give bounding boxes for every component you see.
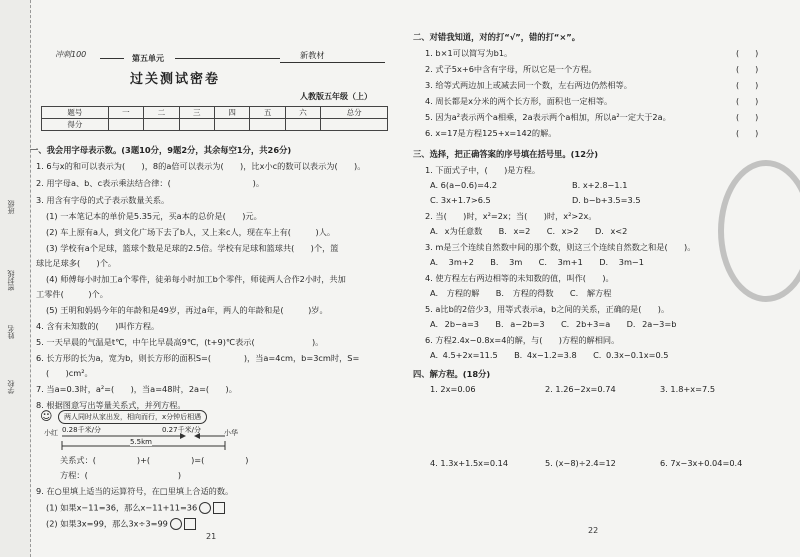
school-label: 学校 [7, 380, 15, 394]
question-9: 9. 在○里填上适当的运算符号，在□里填上合适的数。 [36, 486, 234, 496]
judge-answer-1[interactable]: ( ) [736, 49, 759, 58]
header-rule [280, 62, 385, 63]
choice-1-c: C. 3x+1.7>6.5 [430, 195, 491, 205]
choice-1-d: D. b−b+3.5=3.5 [572, 195, 641, 205]
choice-1: 1. 下面式子中，( )是方程。 [425, 165, 541, 175]
score-cell[interactable] [144, 119, 179, 131]
equation-3: 3. 1.8+x=7.5 [660, 384, 716, 394]
question-3: 3. 用含有字母的式子表示数量关系。 [36, 195, 170, 205]
judge-5: 5. 因为a²表示两个a相乘，2a表示两个a相加，所以a²一定大于2a。 [425, 112, 671, 122]
answer-box[interactable] [213, 502, 225, 514]
left-person-label: 小红 [44, 429, 58, 437]
section-2-title: 二、对错我知道，对的打“√”，错的打“×”。 [413, 32, 581, 42]
choice-4-options: A. 方程的解 B. 方程的得数 C. 解方程 [430, 288, 612, 298]
judge-answer-2[interactable]: ( ) [736, 65, 759, 74]
choice-6-options: A. 4.5+2x=11.5 B. 4x−1.2=3.8 C. 0.3x−0.1x=0.5 [430, 350, 669, 360]
total-distance-label: 5.5km [130, 438, 153, 446]
judge-answer-5[interactable]: ( ) [736, 113, 759, 122]
choice-3-options: A. 3m+2 B. 3m C. 3m+1 D. 3m−1 [430, 257, 644, 267]
question-9-1-text: (1) 如果x−11=36，那么x−11+11=36 [46, 502, 198, 513]
judge-2: 2. 式子5x+6中含有字母，所以它是一个方程。 [425, 64, 597, 74]
section-3-title: 三、选择，把正确答案的序号填在括号里。(12分) [413, 149, 599, 159]
score-table [41, 106, 388, 131]
question-6: 6. 长方形的长为a，宽为b，则长方形的面积S=( )，当a=4cm，b=3cm时，S= [36, 353, 360, 363]
score-head: 二 [144, 107, 179, 119]
score-cell[interactable] [250, 119, 285, 131]
choice-5-options: A. 2b−a=3 B. a−2b=3 C. 2b+3=a D. 2a−3=b [430, 319, 677, 329]
score-row-label: 得分 [42, 119, 109, 131]
edition-label: 新教材 [300, 50, 325, 60]
operator-circle[interactable] [199, 502, 211, 514]
question-9-1 [46, 502, 225, 514]
choice-2: 2. 当( )时，x²=2x；当( )时，x²>2x。 [425, 211, 597, 221]
score-head: 三 [179, 107, 214, 119]
page-number-left: 21 [206, 532, 217, 541]
question-1: 1. 6与x的和可以表示为( )，8的a倍可以表示为( )，比x小c的数可以表示为( )。 [36, 161, 366, 171]
equation-line: 方程：( ) [60, 470, 182, 480]
question-3-1: (1) 一本笔记本的单价是5.35元，买a本的总价是( )元。 [46, 211, 262, 221]
relation-line: 关系式：( )+( )=( ) [60, 455, 249, 465]
question-6-cont: ( )cm²。 [46, 368, 93, 378]
child-icon: ☺ [40, 409, 53, 423]
right-person-label: 小华 [224, 429, 238, 437]
choice-6: 6. 方程2.4x−0.8x=4的解，与( )方程的解相同。 [425, 335, 620, 345]
answer-box[interactable] [184, 518, 196, 530]
page-number-right: 22 [588, 526, 599, 535]
grade-label: 人教版五年级（上） [300, 92, 372, 101]
score-cell[interactable] [321, 119, 388, 131]
question-3-4-cont: 工零件( )个。 [36, 289, 108, 299]
judge-answer-4[interactable]: ( ) [736, 97, 759, 106]
section-1-title: 一、我会用字母表示数。(3题10分，9题2分，其余每空1分，共26分) [30, 145, 292, 155]
question-3-4: (4) 师傅每小时加工a个零件，徒弟每小时加工b个零件，师徒两人合作2小时，共加 [46, 274, 346, 284]
choice-2-options: A. x为任意数 B. x=2 C. x>2 D. x<2 [430, 226, 628, 236]
judge-answer-6[interactable]: ( ) [736, 129, 759, 138]
watermark-stamp [718, 160, 800, 302]
equation-6: 6. 7x−3x+0.04=0.4 [660, 458, 743, 468]
question-9-2 [46, 518, 196, 530]
question-4: 4. 含有未知数的( )叫作方程。 [36, 321, 160, 331]
choice-4: 4. 使方程左右两边相等的未知数的值，叫作( )。 [425, 273, 614, 283]
seal-line-label: 密封线 [7, 270, 15, 291]
choice-5: 5. a比b的2倍少3，用等式表示a，b之间的关系，正确的是( )。 [425, 304, 670, 314]
equation-2: 2. 1.26−2x=0.74 [545, 384, 616, 394]
header-rule [100, 58, 124, 59]
speed-right-label: 0.27千米/分 [162, 426, 201, 434]
question-8: 8. 根据图意写出等量关系式，并列方程。 [36, 400, 186, 410]
choice-1-a: A. 6(a−0.6)=4.2 [430, 180, 498, 190]
unit-label: 第五单元 [132, 54, 164, 63]
score-cell[interactable] [108, 119, 143, 131]
equation-5: 5. (x−8)÷2.4=12 [545, 458, 616, 468]
judge-3: 3. 给等式两边加上或减去同一个数，左右两边仍然相等。 [425, 80, 632, 90]
section-4-title: 四、解方程。(18分) [413, 369, 491, 379]
judge-answer-3[interactable]: ( ) [736, 81, 759, 90]
judge-4: 4. 周长都是x分米的两个长方形，面积也一定相等。 [425, 96, 613, 106]
brand-logo: 冲刺100 [55, 50, 87, 59]
question-5: 5. 一天早晨的气温是t℃，中午比早晨高9℃，(t+9)℃表示( )。 [36, 337, 324, 347]
question-3-3: (3) 学校有a个足球，篮球个数是足球的2.5倍。学校有足球和篮球共( )个，篮 [46, 243, 339, 253]
score-head: 四 [214, 107, 249, 119]
question-7: 7. 当a=0.3时，a²=( )，当a=48时，2a=( )。 [36, 384, 237, 394]
score-cell[interactable] [179, 119, 214, 131]
choice-3: 3. m是三个连续自然数中间的那个数，则这三个连续自然数之和是( )。 [425, 242, 696, 252]
equation-4: 4. 1.3x+1.5x=0.14 [430, 458, 509, 468]
choice-1-b: B. x+2.8−1.1 [572, 180, 628, 190]
judge-1: 1. b×1可以简写为b1。 [425, 48, 513, 58]
question-9-2-text: (2) 如果3x=99，那么3x÷3=99 [46, 518, 168, 529]
score-cell[interactable] [285, 119, 320, 131]
speed-left-label: 0.28千米/分 [62, 426, 101, 434]
score-head: 六 [285, 107, 320, 119]
question-3-2: (2) 车上原有a人，到文化广场下去了b人，又上来c人，现在车上有( )人。 [46, 227, 336, 237]
name-label: 姓名 [7, 325, 15, 339]
header-rule [175, 58, 280, 59]
equation-1: 1. 2x=0.06 [430, 384, 476, 394]
question-3-5: (5) 王明和妈妈今年的年龄和是49岁，再过a年，两人的年龄和是( )岁。 [46, 305, 328, 315]
question-3-3-cont: 球比足球多( )个。 [36, 258, 117, 268]
score-head: 总分 [321, 107, 388, 119]
exam-title: 过关测试密卷 [130, 72, 221, 87]
speech-bubble: 两人同时从家出发，相向而行，x分钟后相遇 [58, 410, 207, 424]
score-head: 五 [250, 107, 285, 119]
score-head: 题号 [42, 107, 109, 119]
score-head: 一 [108, 107, 143, 119]
binding-spine [0, 0, 31, 557]
operator-circle[interactable] [170, 518, 182, 530]
class-label: 班级 [7, 200, 15, 214]
judge-6: 6. x=17是方程125+x=142的解。 [425, 128, 557, 138]
score-cell[interactable] [214, 119, 249, 131]
question-2: 2. 用字母a、b、c表示乘法结合律：( )。 [36, 178, 265, 188]
